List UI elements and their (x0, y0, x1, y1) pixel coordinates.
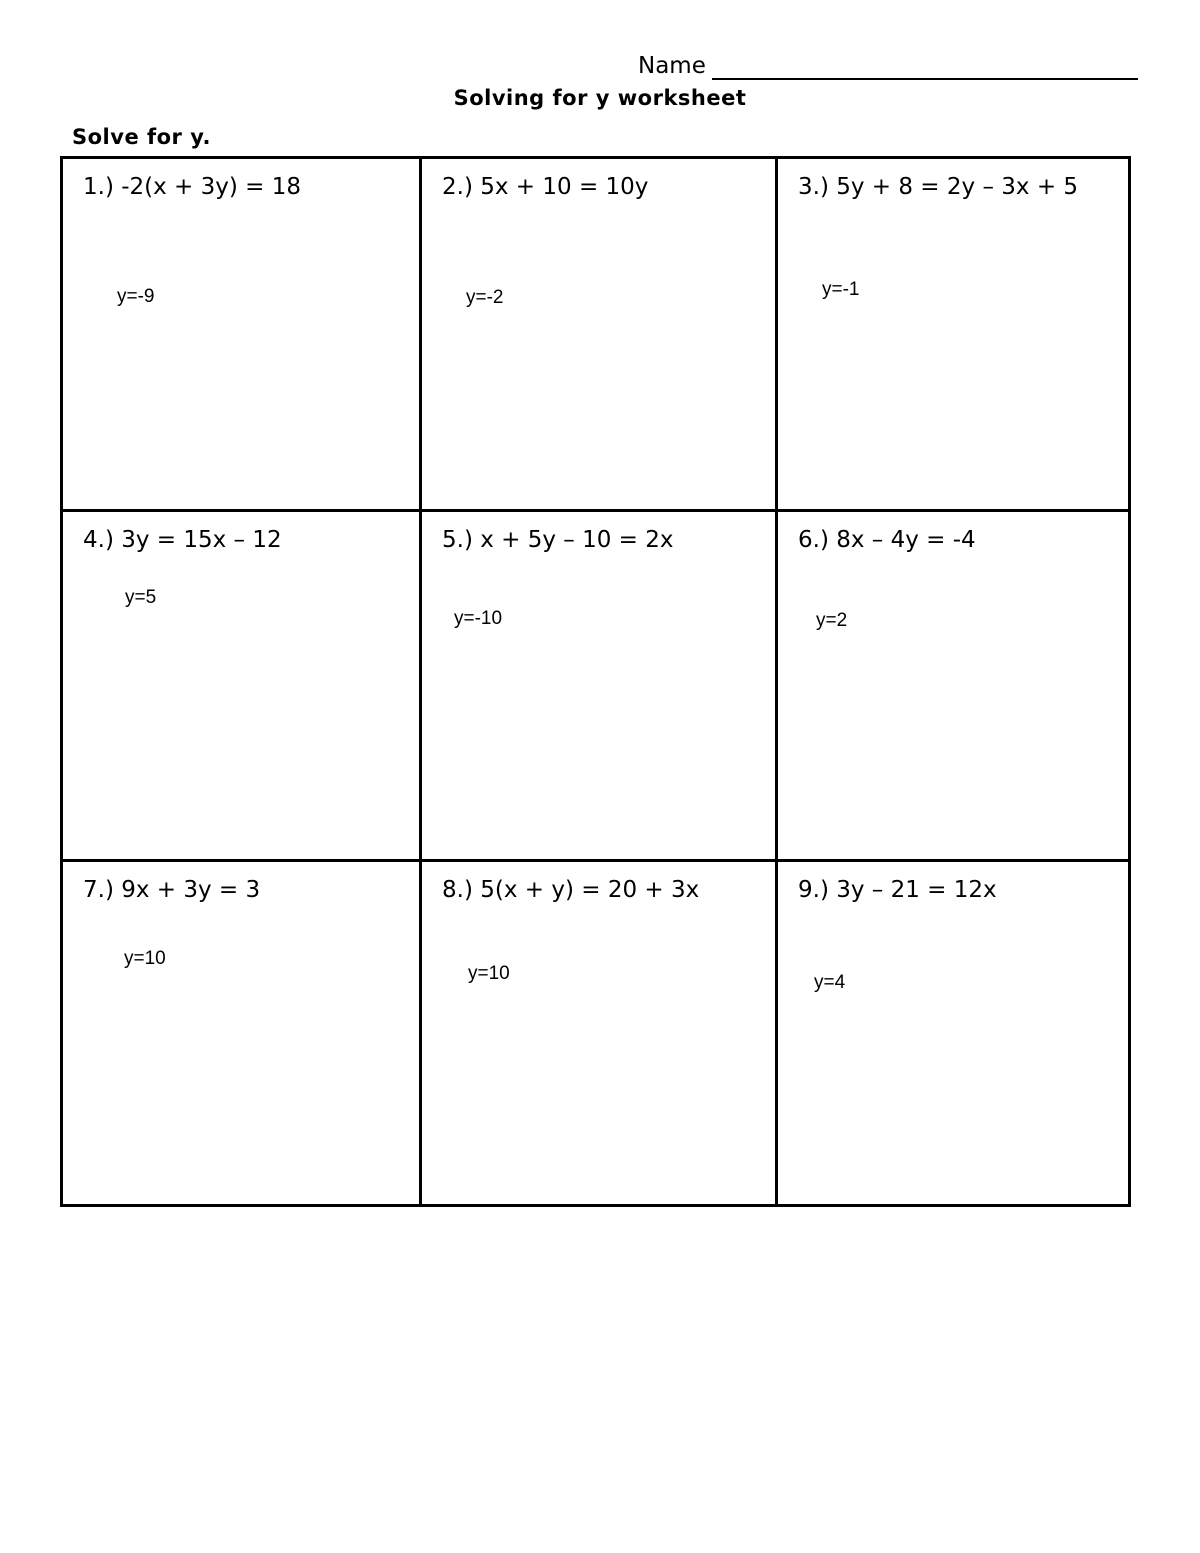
problem-cell-2 (419, 159, 775, 509)
handwritten-answer: y=4 (814, 972, 846, 993)
handwritten-answer: y=2 (816, 610, 848, 631)
problem-cell-8 (419, 859, 775, 1204)
name-row (638, 48, 1138, 80)
problem-cell-6 (775, 509, 1128, 859)
problem-cell-7 (63, 859, 419, 1204)
problem-equation: 4.) 3y = 15x – 12 (83, 527, 282, 553)
handwritten-answer: y=-1 (822, 279, 860, 300)
handwritten-answer: y=10 (124, 948, 166, 969)
problem-equation: 9.) 3y – 21 = 12x (798, 877, 997, 903)
handwritten-answer: y=-2 (466, 287, 504, 308)
problem-grid (60, 156, 1131, 1207)
problem-equation: 7.) 9x + 3y = 3 (83, 877, 261, 903)
problem-equation: 1.) -2(x + 3y) = 18 (83, 174, 302, 200)
problem-cell-5 (419, 509, 775, 859)
problem-cell-1 (63, 159, 419, 509)
problem-cell-4 (63, 509, 419, 859)
problem-cell-3 (775, 159, 1128, 509)
handwritten-answer: y=-9 (117, 286, 155, 307)
problem-equation: 6.) 8x – 4y = -4 (798, 527, 976, 553)
problem-equation: 3.) 5y + 8 = 2y – 3x + 5 (798, 174, 1079, 200)
name-label: Name (638, 53, 706, 79)
name-blank-line (712, 52, 1138, 80)
handwritten-answer: y=-10 (454, 608, 503, 629)
handwritten-answer: y=10 (468, 963, 510, 984)
handwritten-answer: y=5 (125, 587, 157, 608)
problem-equation: 2.) 5x + 10 = 10y (442, 174, 649, 200)
instruction-text: Solve for y. (72, 125, 211, 149)
problem-cell-9 (775, 859, 1128, 1204)
problem-equation: 8.) 5(x + y) = 20 + 3x (442, 877, 700, 903)
problem-equation: 5.) x + 5y – 10 = 2x (442, 527, 674, 553)
worksheet-title: Solving for y worksheet (453, 86, 747, 110)
